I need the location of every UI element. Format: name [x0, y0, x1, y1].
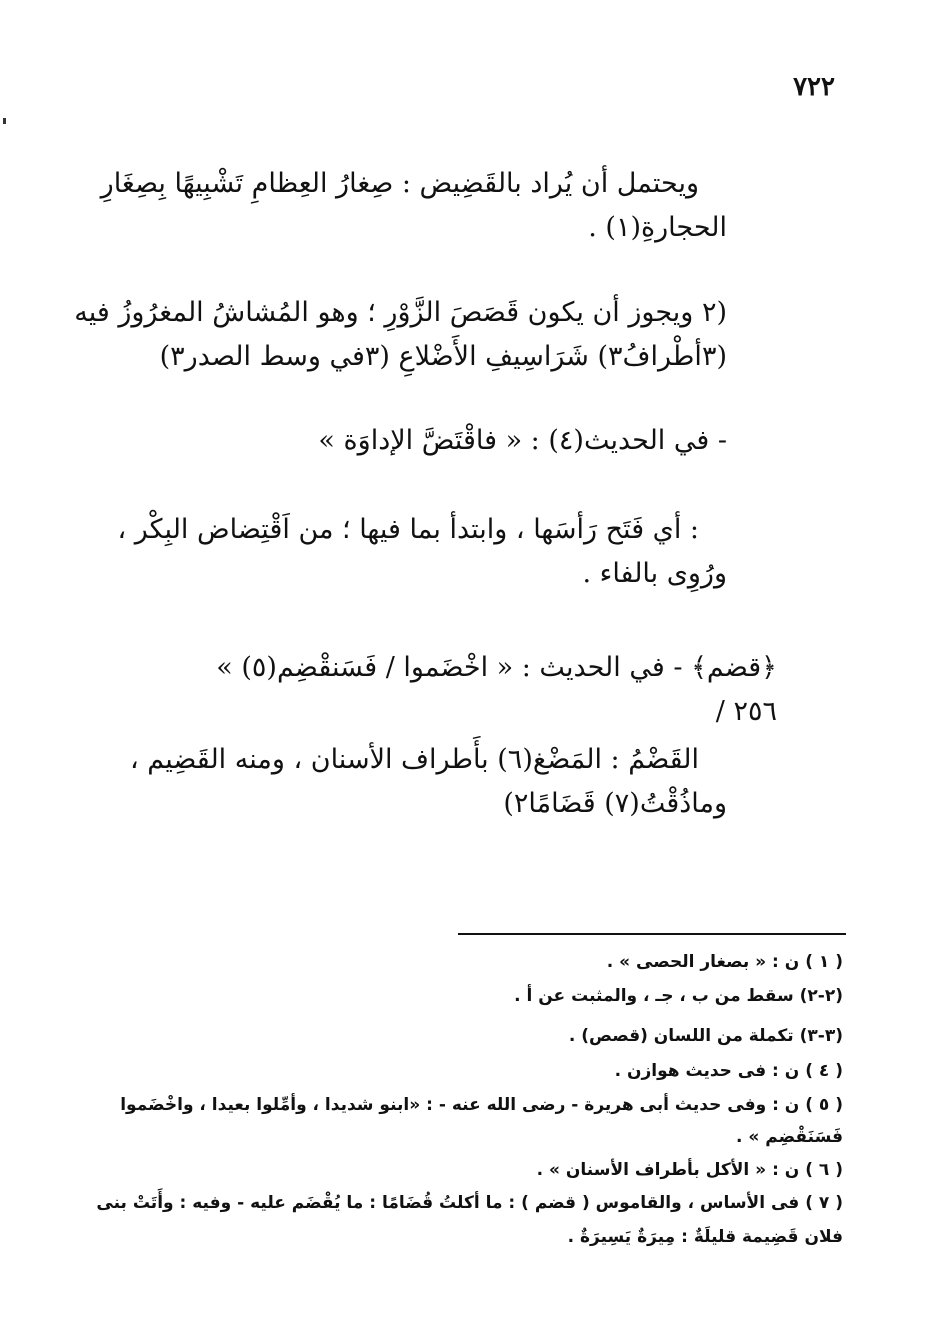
text-line: (٣أطْرافُ٣) شَرَاسِيفِ الأَضْلاعِ (٣في وسط الصدر٣) [159, 341, 727, 372]
text-line: ويحتمل أن يُراد بالقَضِيض : صِغارُ العِظامِ تَشْبِيهًا بِصِغَارِ [100, 168, 699, 199]
footnote: (٣-٣) تكملة من اللسان (قصص) . [568, 1026, 843, 1046]
footnote: (٢-٢) سقط من ب ، جـ ، والمثبت عن أ . [514, 986, 843, 1006]
text-line: الحجارةِ(١) . [588, 212, 727, 243]
footnote: ( ٤ ) ن : فى حديث هوازن . [614, 1061, 843, 1081]
text-line: ﴿قضم﴾ - في الحديث : « اخْضَموا / فَسَنقْضِم(٥) » [216, 652, 777, 683]
scan-edge-mark [3, 118, 6, 124]
text-line: (٢ ويجوز أن يكون قَصَصَ الزَّوْرِ ؛ وهو المُشاشُ المغرُوزُ فيه [74, 297, 727, 328]
footnote: ( ٥ ) ن : وفى حديث أبى هريرة - رضى الله عنه - : «ابنو شديدا ، وأمِّلوا بعيدا ، واخْضَموا [120, 1095, 843, 1115]
footnote: ( ١ ) ن : « بصغار الحصى » . [606, 952, 843, 972]
text-line: : أي فَتَح رَأسَها ، وابتدأ بما فيها ؛ من اَقْتِضاض البِكْر ، [117, 514, 699, 545]
text-line: - في الحديث(٤) : « فاقْتَضَّ الإداوَة » [318, 425, 727, 456]
text-line: القَضْمُ : المَضْغ(٦) بأَطراف الأسنان ، ومنه القَضِيم ، [129, 744, 699, 775]
footnote: فَسَنَقْضِم » . [736, 1127, 843, 1147]
footnote-separator [458, 933, 846, 935]
text-line: ورُوِى بالفاء . [582, 558, 727, 589]
footnote: ( ٧ ) فى الأساس ، والقاموس ( قضم ) : ما أكلتُ قُضَامًا : ما يُقْضَم عليه - وفيه : وأَتَتْ بنى [96, 1193, 843, 1213]
page-number: ٧٢٢ [793, 72, 835, 102]
text-line: ٢٥٦ / [715, 696, 777, 727]
footnote: ( ٦ ) ن : « الأكل بأطراف الأسنان » . [536, 1160, 843, 1180]
footnote: فلان قَضِيمة قليلَةٌ : مِيرَةٌ يَسِيرَةٌ . [567, 1227, 843, 1247]
text-line: وماذُقْتُ(٧) قَضَامًا٢) [503, 788, 727, 819]
